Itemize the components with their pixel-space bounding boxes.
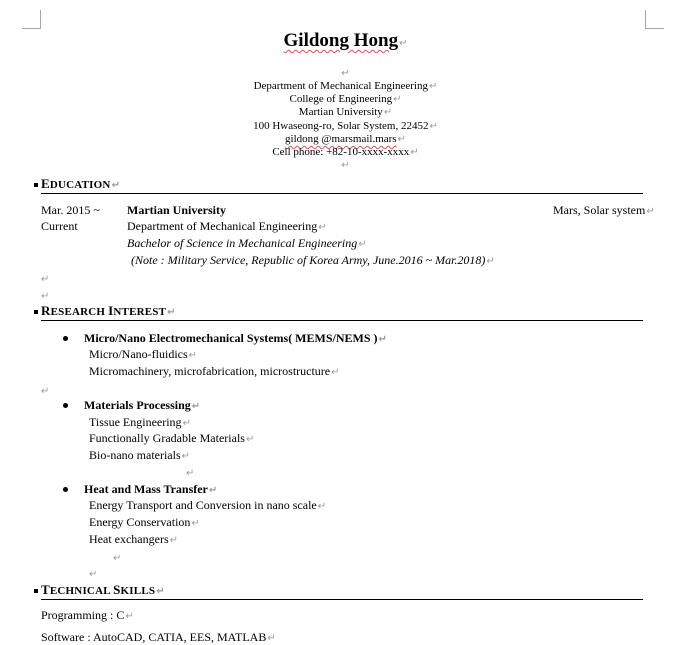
paragraph-mark-icon: ↵ bbox=[188, 350, 198, 361]
resume-name bbox=[0, 30, 691, 52]
address-line-college: College of Engineering↵ bbox=[289, 93, 402, 105]
research-rule bbox=[41, 320, 643, 321]
paragraph-mark-icon: ↵ bbox=[429, 81, 438, 92]
education-rule bbox=[41, 193, 643, 194]
research-heading: RESEARCH INTEREST↵ bbox=[41, 303, 176, 318]
paragraph-mark-icon: ↵ bbox=[89, 569, 98, 580]
paragraph-mark-icon: ↵ bbox=[383, 107, 393, 118]
education-location: Mars, Solar system↵ bbox=[553, 203, 655, 217]
page-corner-top-left bbox=[22, 10, 41, 29]
skills-heading: TECHNICAL SKILLS↵ bbox=[41, 582, 165, 597]
paragraph-mark-icon: ↵ bbox=[318, 222, 327, 233]
paragraph-mark-icon: ↵ bbox=[169, 535, 179, 546]
skills-rule bbox=[41, 599, 643, 600]
paragraph-mark-icon: ↵ bbox=[317, 501, 327, 512]
bullet-dot-icon bbox=[63, 403, 68, 408]
paragraph-mark-icon: ↵ bbox=[397, 134, 406, 145]
address-blank bbox=[0, 67, 691, 79]
research-topic-item: Energy Conservation↵ bbox=[89, 515, 200, 529]
section-bullet-icon bbox=[34, 589, 38, 593]
bullet-dot-icon bbox=[63, 487, 68, 492]
address-line-email: gildong @marsmail.mars↵ bbox=[285, 133, 406, 145]
address-line-university: Martian University↵ bbox=[298, 106, 393, 118]
paragraph-mark-icon: ↵ bbox=[378, 334, 387, 345]
paragraph-mark-icon: ↵ bbox=[393, 94, 402, 105]
page-corner-top-right bbox=[645, 10, 664, 29]
paragraph-mark-icon: ↵ bbox=[113, 553, 122, 564]
paragraph-mark-icon: ↵ bbox=[429, 121, 438, 132]
paragraph-mark-icon: ↵ bbox=[186, 468, 195, 479]
blank-line bbox=[41, 269, 49, 287]
paragraph-mark-icon: ↵ bbox=[156, 586, 165, 597]
research-topic-item: Micro/Nano-fluidics↵ bbox=[89, 347, 198, 361]
paragraph-mark-icon: ↵ bbox=[41, 386, 50, 397]
paragraph-mark-icon: ↵ bbox=[341, 68, 350, 79]
paragraph-mark-icon: ↵ bbox=[41, 274, 50, 285]
section-bullet-icon bbox=[34, 310, 38, 314]
research-topic-item: Tissue Engineering↵ bbox=[89, 415, 191, 429]
paragraph-mark-icon: ↵ bbox=[267, 633, 276, 644]
paragraph-mark-icon: ↵ bbox=[191, 401, 201, 412]
skills-software: Software : AutoCAD, CATIA, EES, MATLAB↵ bbox=[41, 630, 276, 644]
paragraph-mark-icon: ↵ bbox=[208, 485, 218, 496]
blank-line bbox=[41, 381, 49, 399]
paragraph-mark-icon: ↵ bbox=[358, 239, 367, 250]
paragraph-mark-icon: ↵ bbox=[646, 206, 655, 217]
education-degree: Bachelor of Science in Mechanical Engineering↵ bbox=[127, 236, 367, 250]
education-note: (Note : Military Service, Republic of Korea Army, June.2016 ~ Mar.2018)↵ bbox=[131, 253, 495, 267]
paragraph-mark-icon: ↵ bbox=[111, 180, 121, 191]
education-school: Martian University bbox=[127, 203, 226, 217]
bullet-dot-icon bbox=[63, 336, 68, 341]
research-topic-item: Micromachinery, microfabrication, microstructure↵ bbox=[89, 364, 340, 378]
paragraph-mark-icon: ↵ bbox=[191, 518, 200, 529]
paragraph-mark-icon: ↵ bbox=[399, 38, 408, 49]
research-topic-item: Heat exchangers↵ bbox=[89, 532, 179, 546]
paragraph-mark-icon: ↵ bbox=[245, 434, 255, 445]
name-text: Gildong Hong bbox=[283, 30, 399, 51]
paragraph-mark-icon: ↵ bbox=[125, 611, 134, 622]
paragraph-mark-icon: ↵ bbox=[410, 147, 419, 158]
education-department: Department of Mechanical Engineering↵ bbox=[127, 219, 327, 233]
education-heading: EDUCATION↵ bbox=[41, 176, 121, 191]
research-topic-title: Micro/Nano Electromechanical Systems( MEMS/NEMS )↵ bbox=[84, 331, 387, 345]
research-topic-title: Heat and Mass Transfer↵ bbox=[84, 482, 218, 496]
research-topic-item: Functionally Gradable Materials↵ bbox=[89, 431, 255, 445]
blank-line bbox=[41, 286, 49, 304]
research-topic-title: Materials Processing↵ bbox=[84, 398, 201, 412]
research-topic-item: Bio-nano materials↵ bbox=[89, 448, 191, 462]
section-bullet-icon bbox=[34, 183, 38, 187]
paragraph-mark-icon: ↵ bbox=[182, 418, 191, 429]
address-line-street: 100 Hwaseong-ro, Solar System, 22452↵ bbox=[253, 120, 438, 132]
research-topic-item: Energy Transport and Conversion in nano scale↵ bbox=[89, 498, 327, 512]
paragraph-mark-icon: ↵ bbox=[486, 256, 495, 267]
skills-programming: Programming : C↵ bbox=[41, 608, 134, 622]
blank-line bbox=[89, 564, 97, 582]
paragraph-mark-icon: ↵ bbox=[41, 291, 50, 302]
blank-line bbox=[186, 463, 194, 481]
address-trailing-blank bbox=[0, 159, 691, 171]
address-line-department: Department of Mechanical Engineering↵ bbox=[253, 80, 438, 92]
blank-line bbox=[113, 548, 121, 566]
paragraph-mark-icon: ↵ bbox=[181, 451, 191, 462]
paragraph-mark-icon: ↵ bbox=[341, 160, 350, 171]
paragraph-mark-icon: ↵ bbox=[331, 367, 340, 378]
education-date-start: Mar. 2015 ~ bbox=[41, 203, 100, 217]
address-line-phone: Cell phone: +82-10-xxxx-xxxx↵ bbox=[272, 146, 419, 158]
paragraph-mark-icon: ↵ bbox=[167, 307, 176, 318]
education-date-end: Current bbox=[41, 219, 78, 233]
